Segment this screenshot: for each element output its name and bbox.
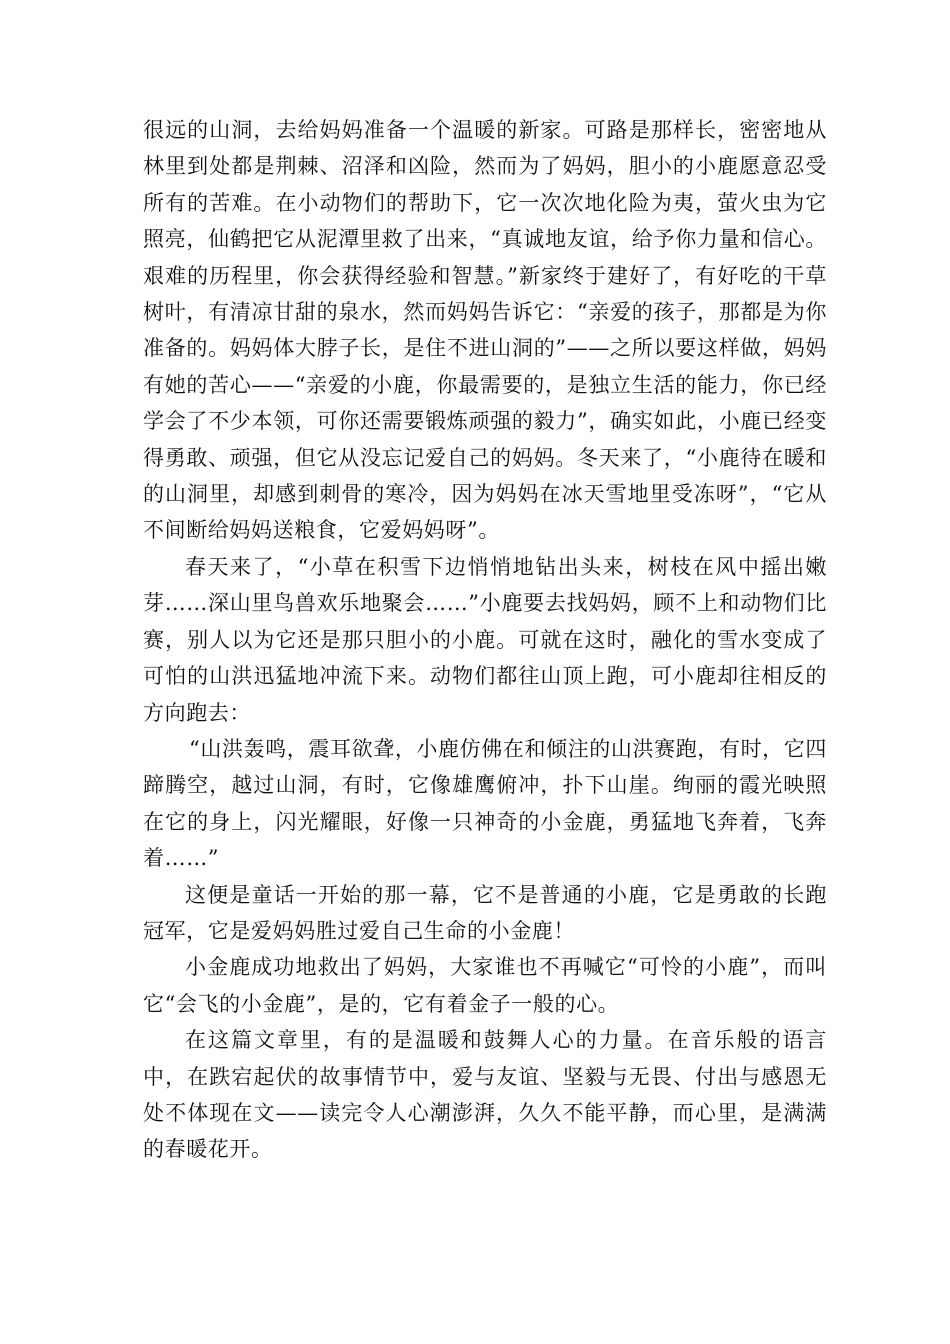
paragraph-1: 很远的山洞，去给妈妈准备一个温暖的新家。可路是那样长，密密地从林里到处都是荆棘、沼泽和凶险，然而为了妈妈，胆小的小鹿愿意忍受所有的苦难。在小动物们的帮助下，它一次次地化险为夷，萤火虫为它照亮，仙鹤把它从泥潭里救了出来，“真诚地友谊，给予你力量和信心。艰难的历程里，你会获得经验和智慧。”新家终于建好了，有好吃的干草树叶，有清凉甘甜的泉水，然而妈妈告诉它：“亲爱的孩子，那都是为你准备的。妈妈体大脖子长，是住不进山洞的”——之所以要这样做，妈妈有她的苦心——“亲爱的小鹿，你最需要的，是独立生活的能力，你已经学会了不少本领，可你还需要锻炼顽强的毅力”，确实如此，小鹿已经变得勇敢、顽强，但它从没忘记爱自己的妈妈。冬天来了，“小鹿待在暖和的山洞里，却感到刺骨的寒冷，因为妈妈在冰天雪地里受冻呀”，“它从不间断给妈妈送粮食，它爱妈妈呀”。: [143, 118, 827, 543]
paragraph-4: 这便是童话一开始的那一幕，它不是普通的小鹿，它是勇敢的长跑冠军，它是爱妈妈胜过爱自己生命的小金鹿！: [143, 882, 827, 943]
paragraph-6: 在这篇文章里，有的是温暖和鼓舞人心的力量。在音乐般的语言中，在跌宕起伏的故事情节中，爱与友谊、坚毅与无畏、付出与感恩无处不体现在文——读完令人心潮澎湃，久久不能平静，而心里，是满满的春暖花开。: [143, 1028, 827, 1162]
paragraph-3-quote: “山洪轰鸣，震耳欲聋，小鹿仿佛在和倾注的山洪赛跑，有时，它四蹄腾空，越过山洞，有时，它像雄鹰俯冲，扑下山崖。绚丽的霞光映照在它的身上，闪光耀眼，好像一只神奇的小金鹿，勇猛地飞奔着，飞奔着……”: [143, 736, 827, 871]
paragraph-2: 春天来了，“小草在积雪下边悄悄地钻出头来，树枝在风中摇出嫩芽……深山里鸟兽欢乐地聚会……”小鹿要去找妈妈，顾不上和动物们比赛，别人以为它还是那只胆小的小鹿。可就在这时，融化的雪水变成了可怕的山洪迅猛地冲流下来。动物们都往山顶上跑，可小鹿却往相反的方向跑去：: [143, 554, 827, 725]
paragraph-5: 小金鹿成功地救出了妈妈，大家谁也不再喊它“可怜的小鹿”，而叫它“会飞的小金鹿”，是的，它有着金子一般的心。: [143, 955, 827, 1016]
document-body: [143, 112, 827, 1168]
